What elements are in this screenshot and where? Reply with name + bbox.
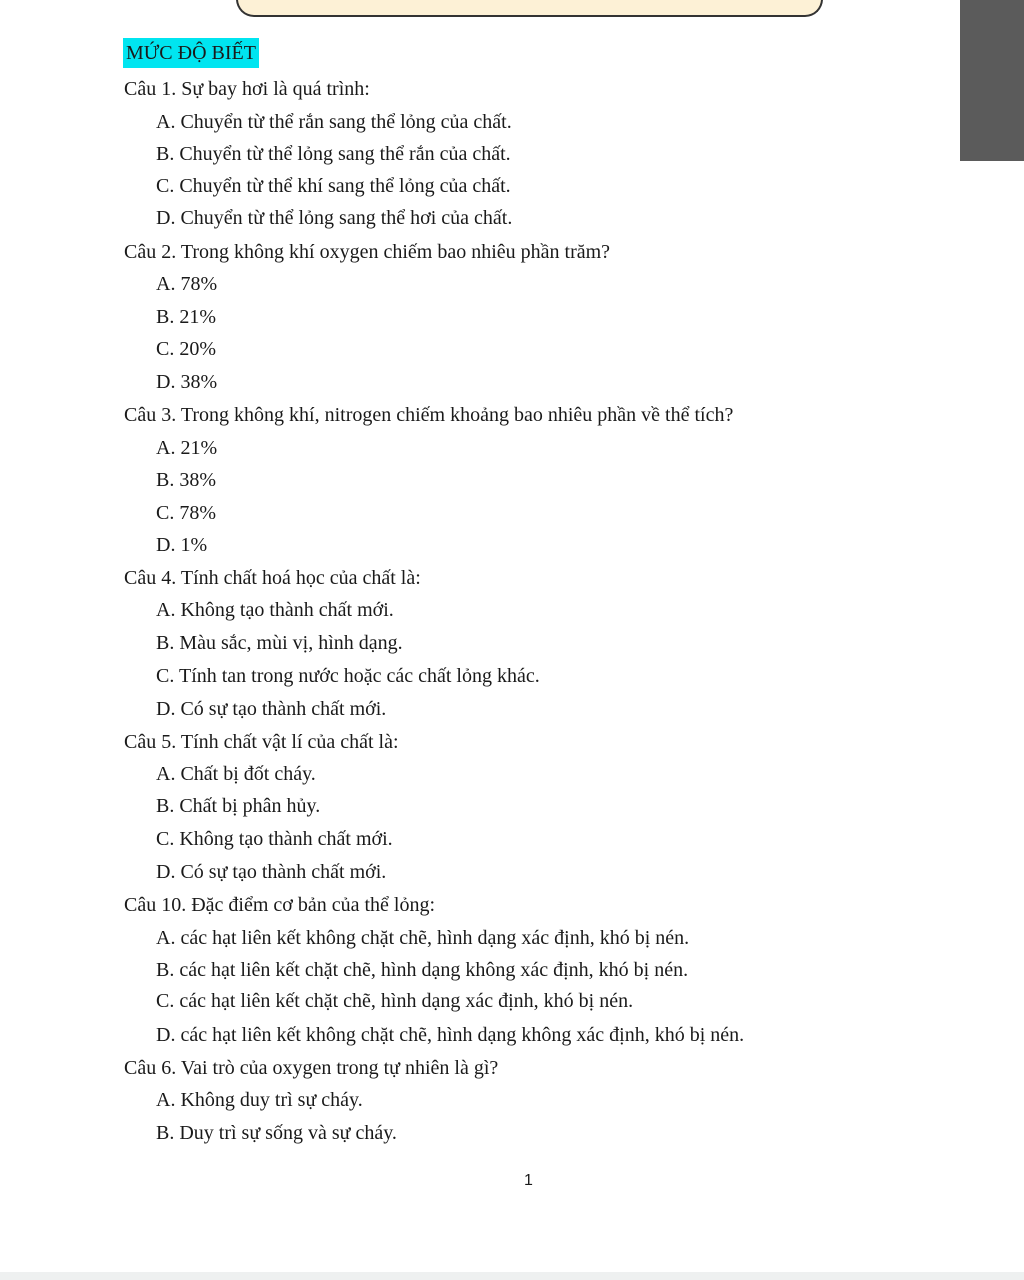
option-2d: D. 38% — [156, 371, 218, 393]
question-6: Câu 6. Vai trò của oxygen trong tự nhiên là gì? — [124, 1057, 499, 1079]
option-10c: C. các hạt liên kết chặt chẽ, hình dạng xác định, khó bị nén. — [156, 990, 634, 1012]
option-5b: B. Chất bị phân hủy. — [156, 795, 321, 817]
option-5c: C. Không tạo thành chất mới. — [156, 828, 393, 850]
option-5a: A. Chất bị đốt cháy. — [156, 763, 316, 785]
question-3: Câu 3. Trong không khí, nitrogen chiếm khoảng bao nhiêu phần về thể tích? — [124, 404, 734, 426]
option-6a: A. Không duy trì sự cháy. — [156, 1089, 363, 1111]
option-3a: A. 21% — [156, 437, 218, 459]
option-10d: D. các hạt liên kết không chặt chẽ, hình dạng không xác định, khó bị nén. — [156, 1024, 745, 1046]
page-number: 1 — [524, 1172, 533, 1189]
question-2: Câu 2. Trong không khí oxygen chiếm bao nhiêu phần trăm? — [124, 241, 611, 263]
option-1c: C. Chuyển từ thể khí sang thể lỏng của chất. — [156, 175, 511, 197]
option-4a: A. Không tạo thành chất mới. — [156, 599, 394, 621]
option-6b: B. Duy trì sự sống và sự cháy. — [156, 1122, 397, 1144]
option-3d: D. 1% — [156, 534, 208, 556]
option-10b: B. các hạt liên kết chặt chẽ, hình dạng không xác định, khó bị nén. — [156, 959, 689, 981]
question-5: Câu 5. Tính chất vật lí của chất là: — [124, 731, 399, 753]
option-3c: C. 78% — [156, 502, 216, 524]
option-2b: B. 21% — [156, 306, 216, 328]
bottom-strip — [0, 1272, 1024, 1280]
question-4: Câu 4. Tính chất hoá học của chất là: — [124, 567, 421, 589]
header-box — [236, 0, 823, 17]
scrollbar-thumb[interactable] — [960, 0, 1024, 161]
option-1d: D. Chuyển từ thể lỏng sang thể hơi của chất. — [156, 207, 513, 229]
option-3b: B. 38% — [156, 469, 216, 491]
option-1a: A. Chuyển từ thể rắn sang thể lỏng của chất. — [156, 111, 512, 133]
option-10a: A. các hạt liên kết không chặt chẽ, hình dạng xác định, khó bị nén. — [156, 927, 690, 949]
question-1: Câu 1. Sự bay hơi là quá trình: — [124, 78, 370, 100]
section-heading: MỨC ĐỘ BIẾT — [123, 38, 259, 68]
option-2c: C. 20% — [156, 338, 216, 360]
option-1b: B. Chuyển từ thể lỏng sang thể rắn của chất. — [156, 143, 511, 165]
option-2a: A. 78% — [156, 273, 218, 295]
option-4b: B. Màu sắc, mùi vị, hình dạng. — [156, 632, 403, 654]
option-4d: D. Có sự tạo thành chất mới. — [156, 698, 387, 720]
option-5d: D. Có sự tạo thành chất mới. — [156, 861, 387, 883]
option-4c: C. Tính tan trong nước hoặc các chất lỏng khác. — [156, 665, 540, 687]
question-10: Câu 10. Đặc điểm cơ bản của thể lỏng: — [124, 894, 436, 916]
